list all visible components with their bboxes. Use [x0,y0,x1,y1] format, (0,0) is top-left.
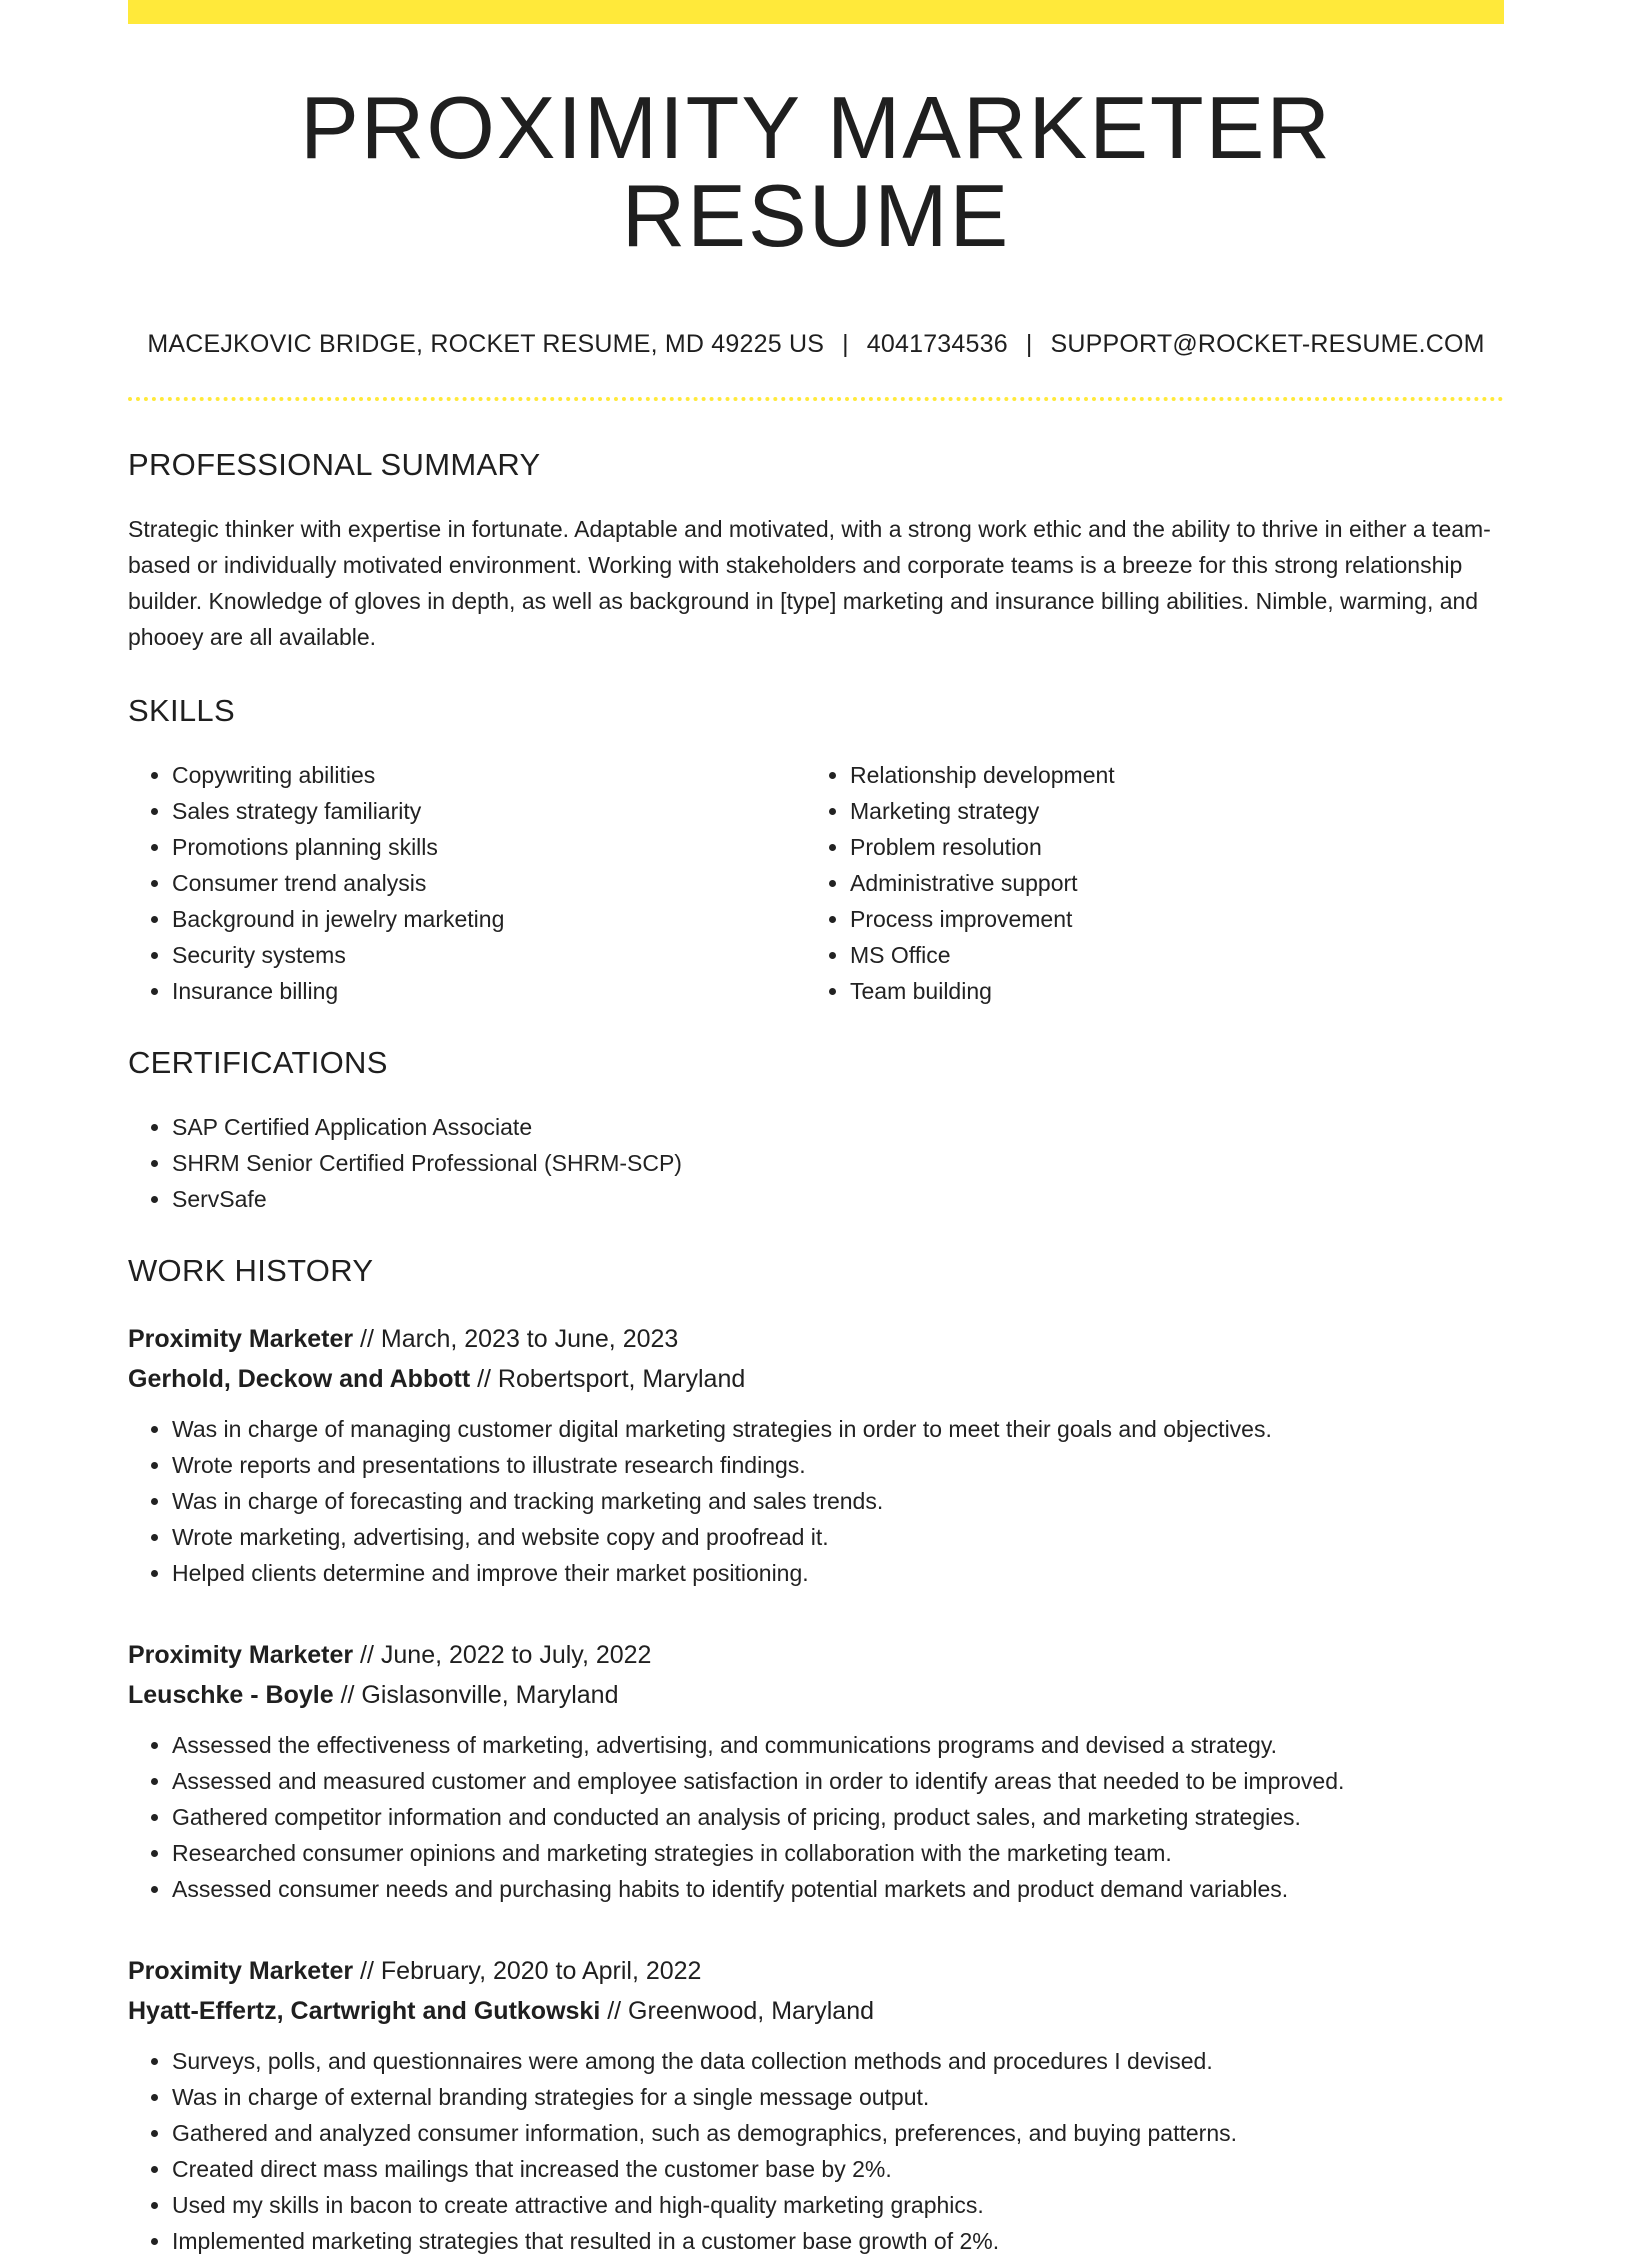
skill-item: • Process improvement [850,901,1484,937]
job-bullet: • Wrote marketing, advertising, and website copy and proofread it. [172,1519,1504,1555]
job-bullet: • Implemented marketing strategies that resulted in a customer base growth of 2%. [172,2223,1504,2259]
resume-title: PROXIMITY MARKETER RESUME [300,78,1332,265]
job-entry [128,1319,1504,1591]
summary-heading: PROFESSIONAL SUMMARY [128,447,541,482]
job-company: Gerhold, Deckow and Abbott [128,1365,471,1393]
skills-list-left [128,757,806,1009]
job-bullet: • Assessed consumer needs and purchasing habits to identify potential markets and product demand variables. [172,1871,1504,1907]
job-company: Hyatt-Effertz, Cartwright and Gutkowski [128,1997,601,2025]
job-title: Proximity Marketer [128,1641,354,1669]
job-bullets [128,1727,1504,1907]
skills-list-right [806,757,1484,1009]
skills-column-left [128,757,806,1009]
job-bullets [128,1411,1504,1591]
skill-item: • Copywriting abilities [172,757,806,793]
dotted-divider [128,397,1504,401]
certification-item: • SAP Certified Application Associate [172,1109,1504,1145]
job-company: Leuschke - Boyle [128,1681,334,1709]
contact-email: SUPPORT@ROCKET-RESUME.COM [1050,330,1485,358]
contact-address: MACEJKOVIC BRIDGE, ROCKET RESUME, MD 49225 US [147,330,825,358]
summary-section [128,447,1504,655]
job-title: Proximity Marketer [128,1325,354,1353]
job-dates: // March, 2023 to June, 2023 [353,1325,679,1353]
job-bullet: • Assessed and measured customer and employee satisfaction in order to identify areas that needed to be improved. [172,1763,1504,1799]
certifications-list [128,1109,1504,1217]
certifications-heading: CERTIFICATIONS [128,1045,388,1080]
job-bullet: • Surveys, polls, and questionnaires were among the data collection methods and procedures I devised. [172,2043,1504,2079]
resume-page [128,0,1504,2259]
job-entry [128,1951,1504,2259]
job-bullet: • Created direct mass mailings that increased the customer base by 2%. [172,2151,1504,2187]
job-location: // Gislasonville, Maryland [333,1681,619,1709]
skill-item: • Promotions planning skills [172,829,806,865]
certification-item: • ServSafe [172,1181,1504,1217]
contact-line [128,330,1504,359]
job-location: // Greenwood, Maryland [600,1997,875,2025]
accent-top-bar [128,0,1504,24]
job-bullet: • Wrote reports and presentations to illustrate research findings. [172,1447,1504,1483]
job-bullet: • Researched consumer opinions and marketing strategies in collaboration with the marketing team. [172,1835,1504,1871]
contact-separator: | [1025,330,1033,358]
job-dates: // February, 2020 to April, 2022 [353,1957,702,1985]
job-company-line [128,1675,1504,1715]
skill-item: • Sales strategy familiarity [172,793,806,829]
job-bullet: • Used my skills in bacon to create attractive and high-quality marketing graphics. [172,2187,1504,2223]
job-bullets [128,2043,1504,2259]
certification-item: • SHRM Senior Certified Professional (SHRM-SCP) [172,1145,1504,1181]
job-title-line [128,1635,1504,1675]
job-bullet: • Gathered competitor information and conducted an analysis of pricing, product sales, and marketing strategies. [172,1799,1504,1835]
skills-grid [128,757,1504,1009]
job-title-line [128,1319,1504,1359]
job-bullet: • Assessed the effectiveness of marketing, advertising, and communications programs and devised a strategy. [172,1727,1504,1763]
job-bullet: • Was in charge of forecasting and tracking marketing and sales trends. [172,1483,1504,1519]
contact-phone: 4041734536 [866,330,1008,358]
skill-item: • Problem resolution [850,829,1484,865]
summary-text: Strategic thinker with expertise in fortunate. Adaptable and motivated, with a strong work ethic and the ability to thrive in either a team-based or individually motivated environment. Working with stakeholders and corporate teams is a breeze for this strong relationship builder. Knowledge of gloves in depth, as well as background in [type] marketing and insurance billing abilities. Nimble, warming, and phooey are all available. [128,516,1491,650]
skills-column-right [806,757,1484,1009]
skill-item: • Background in jewelry marketing [172,901,806,937]
skill-item: • Security systems [172,937,806,973]
job-dates: // June, 2022 to July, 2022 [353,1641,652,1669]
skill-item: • Relationship development [850,757,1484,793]
skill-item: • Consumer trend analysis [172,865,806,901]
job-title-line [128,1951,1504,1991]
skill-item: • Insurance billing [172,973,806,1009]
job-company-line [128,1991,1504,2031]
job-bullet: • Gathered and analyzed consumer information, such as demographics, preferences, and buying patterns. [172,2115,1504,2151]
job-location: // Robertsport, Maryland [470,1365,746,1393]
skill-item: • Administrative support [850,865,1484,901]
job-title: Proximity Marketer [128,1957,354,1985]
skill-item: • Team building [850,973,1484,1009]
skill-item: • MS Office [850,937,1484,973]
certifications-section [128,1045,1504,1217]
job-bullet: • Was in charge of external branding strategies for a single message output. [172,2079,1504,2115]
work-history-heading: WORK HISTORY [128,1253,374,1288]
job-bullet: • Was in charge of managing customer digital marketing strategies in order to meet their goals and objectives. [172,1411,1504,1447]
skill-item: • Marketing strategy [850,793,1484,829]
job-bullet: • Helped clients determine and improve their market positioning. [172,1555,1504,1591]
job-company-line [128,1359,1504,1399]
work-history-section [128,1253,1504,2259]
job-entry [128,1635,1504,1907]
skills-heading: SKILLS [128,693,235,728]
skills-section [128,693,1504,1009]
contact-separator: | [842,330,849,358]
